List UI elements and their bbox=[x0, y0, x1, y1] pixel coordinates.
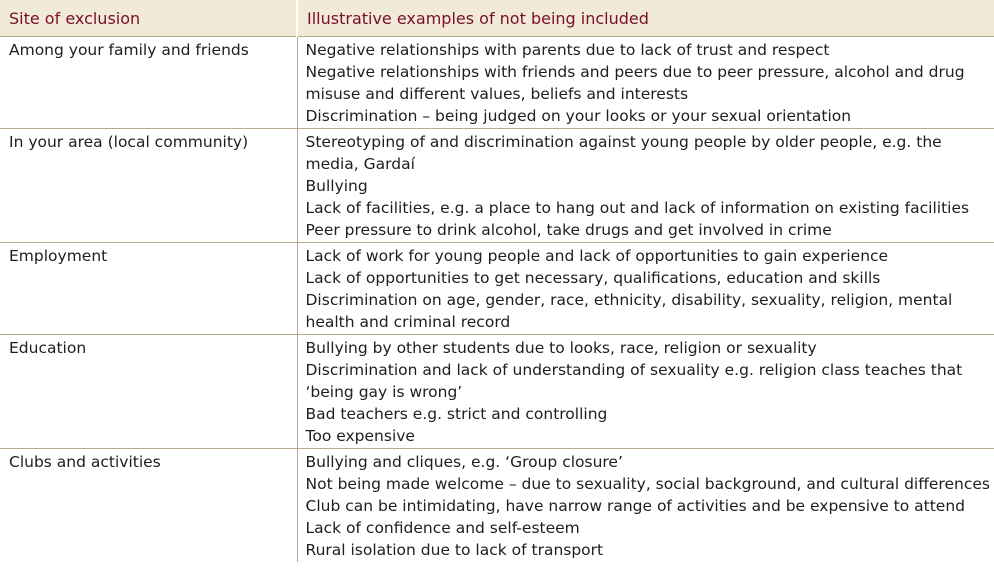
examples-cell bbox=[297, 37, 994, 129]
site-cell: Clubs and activities bbox=[9, 453, 161, 471]
examples-cell bbox=[297, 243, 994, 335]
examples-cell bbox=[297, 335, 994, 449]
table-row bbox=[0, 335, 994, 449]
example-item: Lack of confidence and self-esteem bbox=[305, 519, 580, 537]
example-item: Bullying and cliques, e.g. ‘Group closure’ bbox=[305, 453, 623, 471]
example-item: Bullying bbox=[305, 177, 368, 195]
example-item: Discrimination and lack of understanding of sexuality e.g. religion class teaches that ‘being gay is wrong’ bbox=[305, 361, 963, 401]
site-cell: Employment bbox=[0, 243, 297, 335]
example-item: Negative relationships with parents due to lack of trust and respect bbox=[305, 41, 830, 59]
site-cell: Education bbox=[0, 335, 297, 449]
example-item: Club can be intimidating, have narrow range of activities and be expensive to attend bbox=[305, 497, 965, 515]
table-row bbox=[0, 449, 994, 563]
example-item: Negative relationships with friends and peers due to peer pressure, alcohol and drug misuse and different values, beliefs and interests bbox=[305, 63, 965, 103]
example-item: Rural isolation due to lack of transport bbox=[305, 541, 604, 559]
example-item: Not being made welcome – due to sexuality, social background, and cultural differences bbox=[305, 475, 990, 493]
example-item: Stereotyping of and discrimination against young people by older people, e.g. the media, Gardaí bbox=[305, 133, 942, 173]
example-item: Lack of work for young people and lack of opportunities to gain experience bbox=[305, 247, 889, 265]
example-item: Discrimination on age, gender, race, ethnicity, disability, sexuality, religion, mental health and criminal record bbox=[305, 291, 953, 331]
header-row bbox=[0, 0, 994, 37]
example-item: Bad teachers e.g. strict and controlling bbox=[305, 405, 608, 423]
header-site-of-exclusion: Site of exclusion bbox=[0, 0, 297, 37]
examples-cell bbox=[297, 129, 994, 243]
site-cell: Among your family and friends bbox=[0, 37, 297, 129]
examples-cell bbox=[297, 449, 994, 563]
table-row bbox=[0, 243, 994, 335]
example-item: Lack of facilities, e.g. a place to hang out and lack of information on existing facilities bbox=[305, 199, 970, 217]
table-row bbox=[0, 37, 994, 129]
example-item: Too expensive bbox=[305, 427, 415, 445]
table-body bbox=[0, 37, 994, 563]
example-item: Lack of opportunities to get necessary, qualifications, education and skills bbox=[305, 269, 881, 287]
table-row bbox=[0, 129, 994, 243]
example-item: Peer pressure to drink alcohol, take drugs and get involved in crime bbox=[305, 221, 832, 239]
site-cell: In your area (local community) bbox=[0, 129, 297, 243]
example-item: Bullying by other students due to looks, race, religion or sexuality bbox=[305, 339, 817, 357]
example-item: Discrimination – being judged on your looks or your sexual orientation bbox=[305, 107, 852, 125]
table-header bbox=[0, 0, 994, 37]
header-illustrative-examples: Illustrative examples of not being included bbox=[297, 0, 994, 37]
